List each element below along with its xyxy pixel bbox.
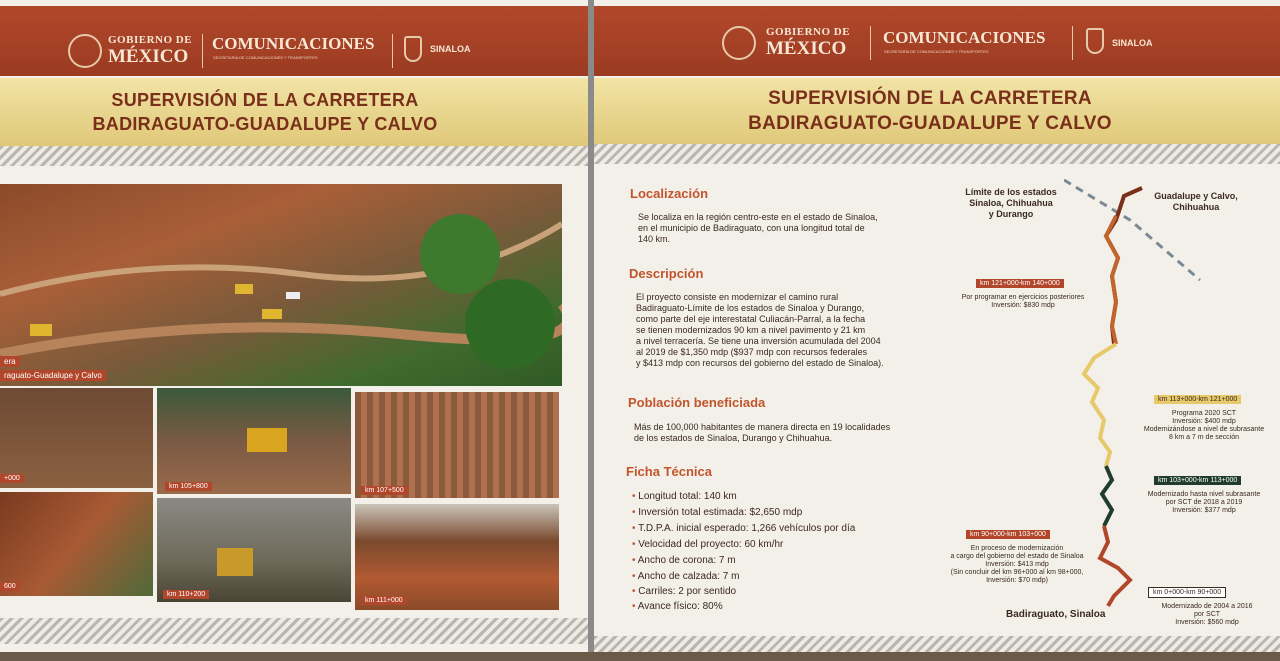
note-line: por SCT de 2018 a 2019: [1165, 499, 1243, 506]
right-title-band: [594, 78, 1280, 146]
note-line: Inversión: $413 mdp: [985, 561, 1049, 568]
left-header-band: [0, 6, 588, 76]
ficha-item-text: T.D.P.A. inicial esperado: 1,266 vehículos por día: [638, 523, 856, 534]
segment-note-km121-140: [948, 294, 1098, 310]
thumbnail-caption-4: 600: [0, 582, 20, 591]
thumbnail-caption-5: km 110+200: [163, 590, 209, 599]
segment-tag-km0-90: km 0+000-km 90+000: [1148, 587, 1226, 598]
heading-ficha-tecnica: Ficha Técnica: [626, 464, 712, 479]
note-line: Programa 2020 SCT: [1171, 410, 1237, 417]
text-line: Se localiza en la región centro-este en el estado de Sinaloa,: [638, 212, 878, 222]
title-line2: BADIRAGUATO-GUADALUPE Y CALVO: [92, 114, 438, 134]
label-line: Límite de los estados: [965, 187, 1057, 197]
ficha-item: • Velocidad del proyecto: 60 km/hr: [632, 539, 784, 550]
text-line: se tienen modernizados 90 km a nivel pavimento y 21 km: [636, 325, 866, 335]
right-header-band: [594, 6, 1280, 76]
ficha-item: • Inversión total estimada: $2,650 mdp: [632, 507, 803, 518]
main-photo-caption: raguato-Guadalupe y Calvo: [0, 370, 106, 381]
thumbnail-photo-6: [355, 504, 559, 610]
ficha-item-text: Avance físico: 80%: [637, 601, 723, 612]
thumbnail-caption-3: km 107+500: [361, 486, 408, 495]
thumbnail-photo-1: [0, 388, 153, 488]
excavator-scene: [157, 388, 351, 494]
ficha-item: • Longitud total: 140 km: [632, 491, 737, 502]
text-line: y $413 mdp con recursos del gobierno del estado de Sinaloa).: [636, 358, 884, 368]
text-line: El proyecto consiste en modernizar el camino rural: [636, 292, 839, 302]
thumbnail-photo-2: [157, 388, 351, 494]
comunicaciones-logo: COMUNICACIONES: [883, 28, 1046, 47]
logo-divider: [870, 26, 871, 60]
ficha-item-text: Velocidad del proyecto: 60 km/hr: [638, 539, 784, 550]
thumbnail-caption-6: km 111+000: [361, 596, 407, 605]
note-line: Por programar en ejercicios posteriores: [961, 294, 1085, 301]
ficha-item: • Avance físico: 80%: [632, 601, 723, 612]
label-line: y Durango: [988, 209, 1034, 219]
logo-divider: [1072, 26, 1073, 60]
decorative-pattern: [594, 144, 1280, 164]
thumbnail-photo-5: [157, 498, 351, 602]
thumbnail-caption-1: +000: [0, 474, 24, 483]
ficha-item-text: Ancho de corona: 7 m: [637, 555, 736, 566]
thumbnail-caption-2: km 105+800: [165, 482, 212, 491]
segment-tag-km121-140: km 121+000-km 140+000: [976, 279, 1064, 288]
note-line: Inversión: $377 mdp: [1172, 507, 1236, 514]
title-line1: SUPERVISIÓN DE LA CARRETERA: [111, 90, 419, 110]
gobierno-line1: GOBIERNO DE: [766, 26, 851, 38]
segment-note-km113-121: [1134, 410, 1274, 442]
label-line: Chihuahua: [1172, 202, 1220, 212]
text-line: como parte del eje interestatal Culiacán-Parral, a la fecha: [636, 314, 866, 324]
label-line: Sinaloa, Chihuahua: [969, 198, 1053, 208]
segment-tag-km103-113: km 103+000-km 113+000: [1154, 476, 1241, 485]
segment-tag-km90-103: km 90+000-km 103+000: [966, 530, 1050, 539]
route-segment-km103-113: [1102, 466, 1112, 526]
route-segment-km113-121: [1084, 344, 1116, 466]
heading-poblacion: Población beneficiada: [628, 395, 766, 410]
badiraguato-label: Badiraguato, Sinaloa: [1006, 609, 1106, 620]
note-line: 8 km a 7 m de sección: [1168, 434, 1240, 441]
text-line: al 2019 de $1,350 mdp ($937 mdp con recursos federales: [636, 347, 868, 357]
heading-descripcion: Descripción: [629, 266, 704, 281]
note-line: Inversión: $400 mdp: [1172, 418, 1236, 425]
comunicaciones-logo: COMUNICACIONES: [212, 34, 375, 53]
label-line: Guadalupe y Calvo,: [1154, 191, 1238, 201]
heading-localizacion: Localización: [630, 186, 709, 201]
ficha-item: • Carriles: 2 por sentido: [632, 586, 737, 597]
note-line: Inversión: $830 mdp: [991, 302, 1055, 309]
ground-strip: [0, 652, 1280, 661]
descripcion-text: [636, 292, 884, 369]
text-line: de los estados de Sinaloa, Durango y Chihuahua.: [634, 433, 833, 443]
ficha-item: • Ancho de calzada: 7 m: [632, 571, 740, 582]
note-line: Inversión: $70 mdp): [986, 577, 1048, 584]
text-line: Más de 100,000 habitantes de manera directa en 19 localidades: [634, 422, 891, 432]
note-line: a cargo del gobierno del estado de Sinaloa: [950, 553, 1084, 560]
ficha-item-text: Carriles: 2 por sentido: [638, 586, 737, 597]
main-construction-photo: [0, 184, 562, 386]
drill-rig-scene: [157, 498, 351, 602]
left-billboard: [0, 0, 588, 661]
note-line: (Sin concluir del km 96+000 al km 98+000,: [950, 569, 1084, 576]
ficha-item-text: Inversión total estimada: $2,650 mdp: [638, 507, 803, 518]
main-photo-scene: [0, 184, 562, 386]
sinaloa-shield-icon: [1086, 28, 1104, 54]
segment-note-km103-113: [1134, 491, 1274, 515]
localizacion-text: [638, 212, 878, 245]
secretaria-text: SECRETARÍA DE COMUNICACIONES Y TRANSPORTES: [884, 49, 989, 54]
logo-divider: [392, 34, 393, 68]
note-line: Modernizado hasta nivel subrasante: [1147, 491, 1261, 498]
thumbnail-photo-3: [355, 392, 559, 498]
gobierno-seal-icon: [722, 26, 756, 60]
ficha-item: • Ancho de corona: 7 m: [632, 555, 736, 566]
text-line: a nivel terracería. Se tiene una inversión acumulada del 2004: [636, 336, 881, 346]
note-line: Inversión: $560 mdp: [1175, 619, 1239, 626]
gobierno-line2: MÉXICO: [108, 46, 189, 67]
title-line1: SUPERVISIÓN DE LA CARRETERA: [768, 88, 1092, 109]
gobierno-seal-icon: [68, 34, 102, 68]
secretaria-text: SECRETARÍA DE COMUNICACIONES Y TRANSPORTES: [213, 55, 318, 60]
sinaloa-label: SINALOA: [430, 44, 471, 54]
gobierno-line2: MÉXICO: [766, 38, 847, 59]
route-segment-km90-103: [1100, 526, 1130, 606]
note-line: Modernizado de 2004 a 2016: [1161, 603, 1253, 610]
segment-note-km90-103: [932, 545, 1102, 585]
text-line: en el municipio de Badiraguato, con una longitud total de: [638, 223, 865, 233]
right-billboard: [594, 0, 1280, 661]
sinaloa-label: SINALOA: [1112, 38, 1153, 48]
note-line: Modernizándose a nivel de subrasante: [1143, 426, 1265, 433]
route-segment-km121-140b: [1106, 216, 1118, 344]
title-line2: BADIRAGUATO-GUADALUPE Y CALVO: [748, 113, 1112, 134]
sinaloa-shield-icon: [404, 36, 422, 62]
thumbnail-photo-4: [0, 492, 153, 596]
limite-estados-label: [946, 187, 1076, 220]
logo-divider: [202, 34, 203, 68]
main-photo-caption-left: era: [0, 356, 20, 367]
segment-tag-km113-121: km 113+000-km 121+000: [1154, 395, 1241, 404]
segment-note-km0-90: [1142, 603, 1272, 627]
left-title-band: [0, 78, 588, 146]
decorative-pattern-bottom: [0, 618, 588, 644]
guadalupe-label: [1146, 191, 1246, 213]
text-line: Badiraguato-Límite de los estados de Sinaloa y Durango,: [636, 303, 865, 313]
decorative-pattern: [0, 146, 588, 166]
note-line: En proceso de modernización: [970, 545, 1064, 552]
ficha-item-text: Longitud total: 140 km: [638, 491, 737, 502]
poblacion-text: [634, 422, 890, 444]
text-line: 140 km.: [638, 234, 671, 244]
ficha-item-text: Ancho de calzada: 7 m: [637, 571, 740, 582]
note-line: por SCT: [1193, 611, 1221, 618]
ficha-item: • T.D.P.A. inicial esperado: 1,266 vehículos por día: [632, 523, 856, 534]
gobierno-line1: GOBIERNO DE: [108, 34, 193, 46]
